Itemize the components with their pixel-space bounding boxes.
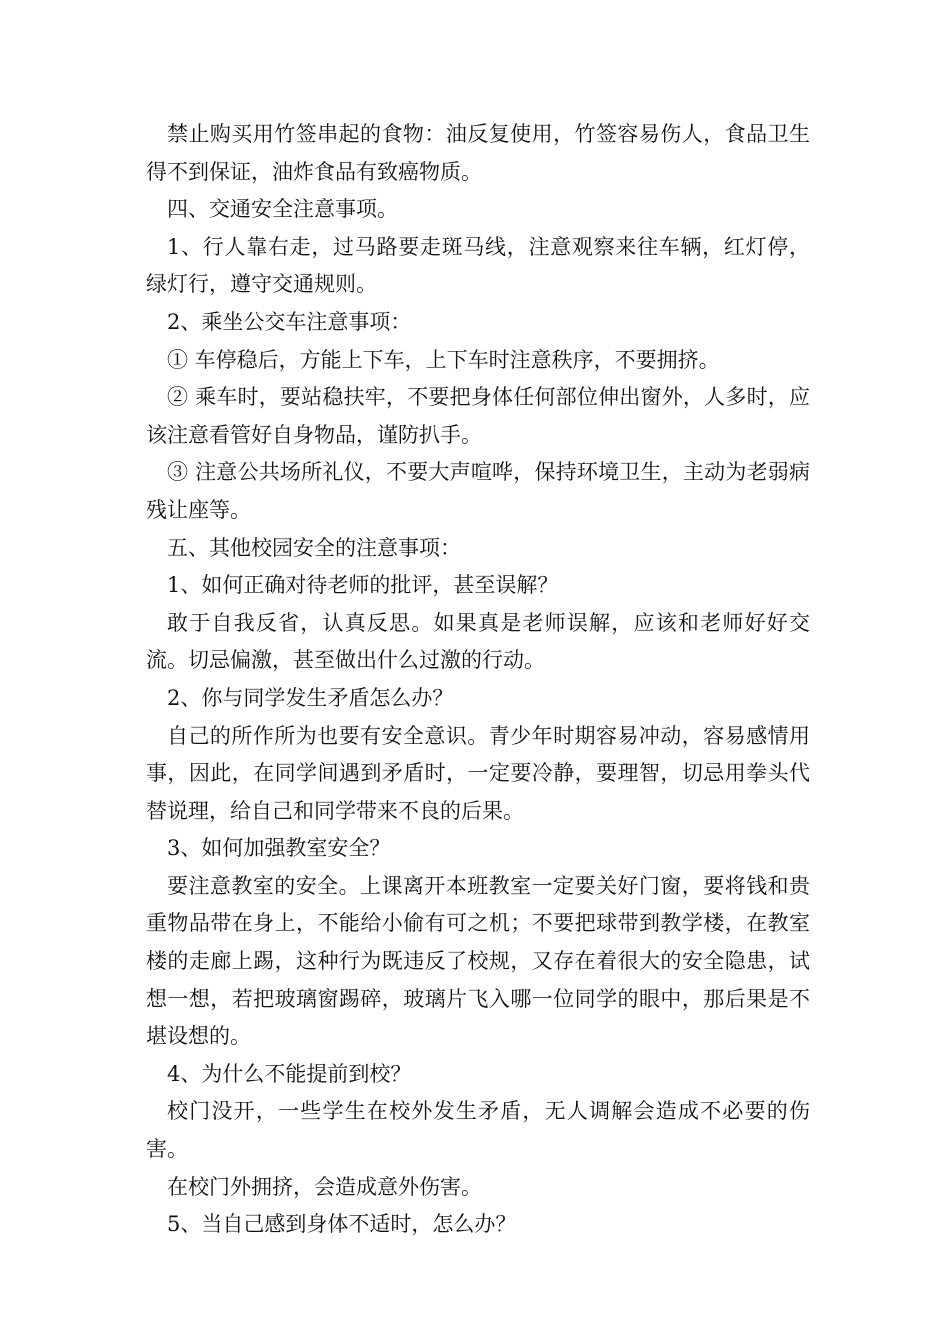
answer-early-arrival-2: 在校门外拥挤，会造成意外伤害。	[167, 1174, 482, 1199]
subheading-bus-rules: 2、乘坐公交车注意事项：	[167, 309, 412, 334]
answer-classroom-safety: 要注意教室的安全。上课离开本班教室一定要关好门窗，要将钱和贵重物品带在身上，不能给小偷有可之机；不要把球带到教学楼，在教室楼的走廊上踢，这种行为既违反了校规，又存在着很大的安全隐患，试想一想，若把玻璃窗踢碎，玻璃片飞入哪一位同学的眼中，那后果是不堪设想的。	[146, 873, 810, 1049]
answer-teacher-criticism: 敢于自我反省，认真反思。如果真是老师误解，应该和老师好好交流。切忌偏激，甚至做出什么过激的行动。	[146, 610, 810, 673]
document-body	[146, 116, 810, 1244]
question-teacher-criticism: 1、如何正确对待老师的批评，甚至误解？	[167, 573, 559, 598]
question-early-arrival: 4、为什么不能提前到校？	[167, 1061, 412, 1086]
paragraph-food-safety: 禁止购买用竹签串起的食物：油反复使用，竹签容易伤人，食品卫生得不到保证，油炸食品有致癌物质。	[146, 122, 810, 184]
heading-traffic-safety: 四、交通安全注意事项。	[167, 197, 398, 222]
list-item-bus-1: ① 车停稳后，方能上下车，上下车时注意秩序，不要拥挤。	[167, 347, 720, 372]
list-item-bus-2: ② 乘车时，要站稳扶牢，不要把身体任何部位伸出窗外，人多时，应该注意看管好自身物品，谨防扒手。	[146, 385, 810, 447]
question-feeling-unwell: 5、当自己感到身体不适时，怎么办？	[167, 1212, 517, 1237]
answer-classmate-conflict: 自己的所作所为也要有安全意识。青少年时期容易冲动，容易感情用事，因此，在同学间遇到矛盾时，一定要冷静，要理智，切忌用拳头代替说理，给自己和同学带来不良的后果。	[146, 723, 810, 823]
list-item-bus-3: ③ 注意公共场所礼仪，不要大声喧哗，保持环境卫生，主动为老弱病残让座等。	[146, 460, 810, 522]
heading-other-campus-safety: 五、其他校园安全的注意事项：	[167, 535, 461, 560]
paragraph-pedestrian-rules: 1、行人靠右走，过马路要走斑马线，注意观察来往车辆，红灯停，绿灯行，遵守交通规则。	[146, 234, 810, 297]
question-classroom-safety: 3、如何加强教室安全？	[167, 836, 391, 861]
answer-early-arrival-1: 校门没开，一些学生在校外发生矛盾，无人调解会造成不必要的伤害。	[146, 1099, 810, 1162]
question-classmate-conflict: 2、你与同学发生矛盾怎么办？	[167, 685, 454, 710]
